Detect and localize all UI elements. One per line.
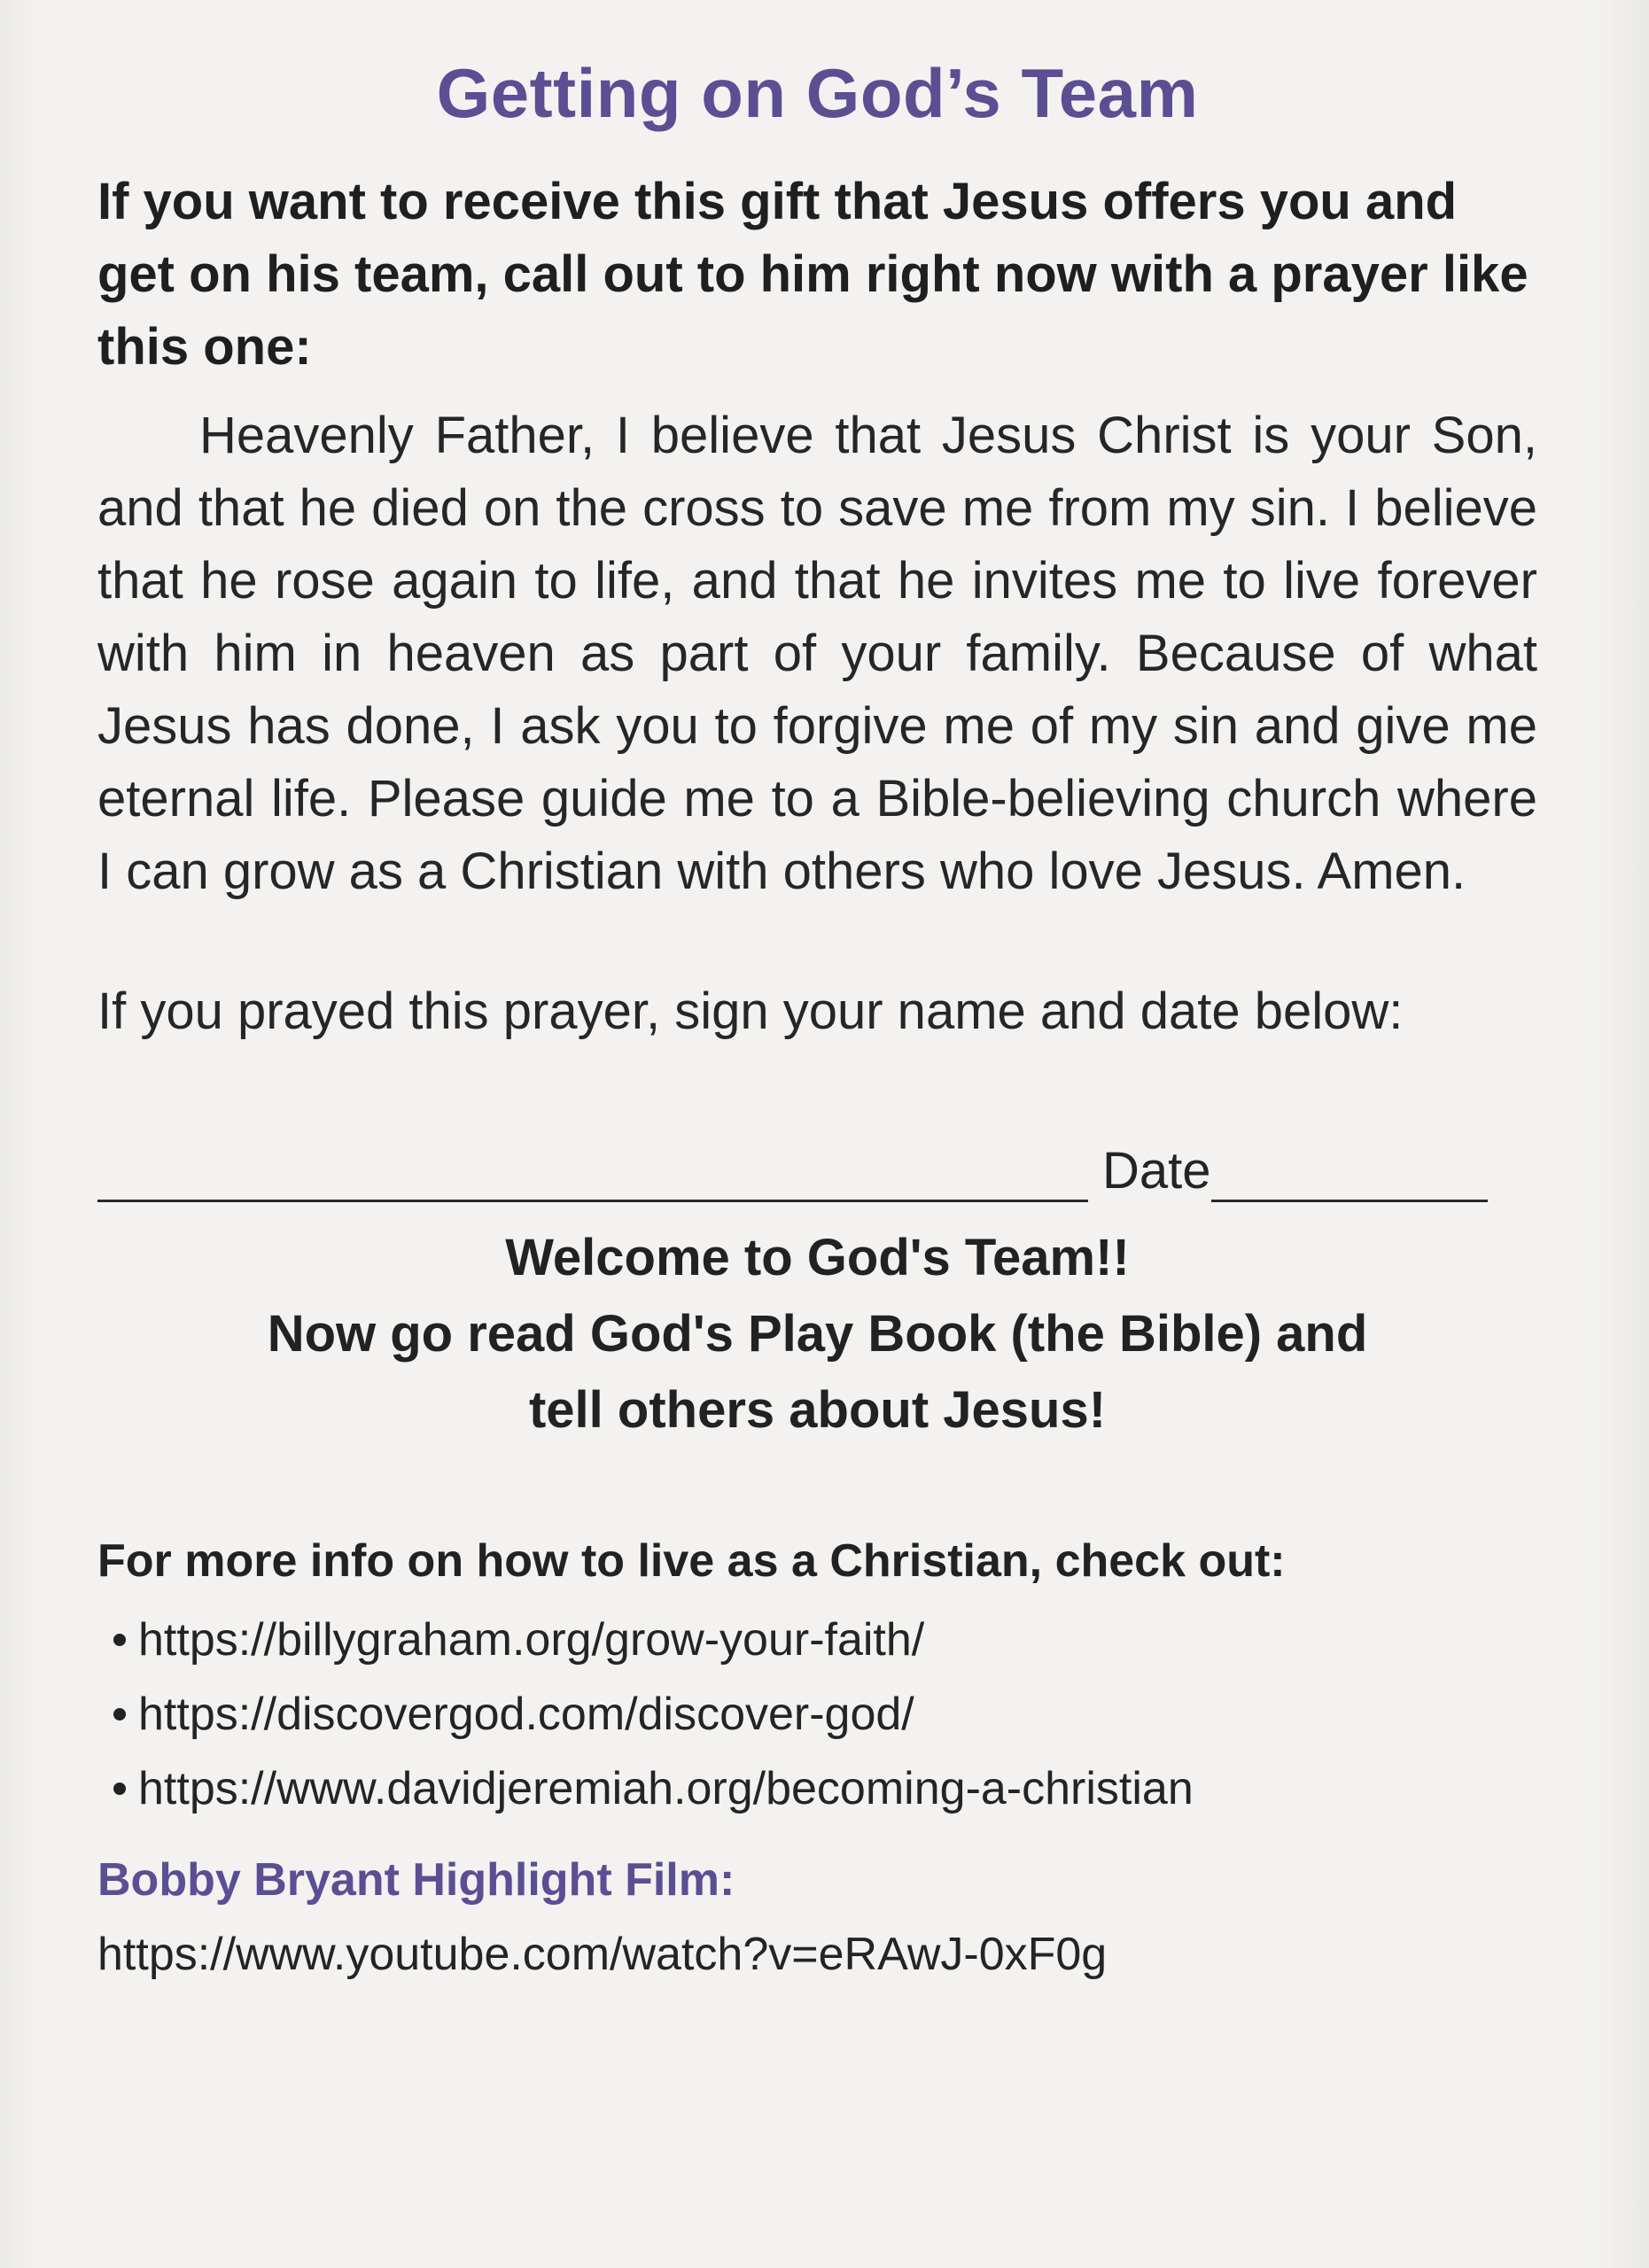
film-label: Bobby Bryant Highlight Film: bbox=[97, 1854, 735, 1906]
welcome-line-3: tell others about Jesus! bbox=[528, 1381, 1107, 1439]
film-url-link[interactable]: https://www.youtube.com/watch?v=eRAwJ-0xF0g bbox=[97, 1929, 1108, 1980]
prayer-text: Heavenly Father, I believe that Jesus Christ is your Son, and that he died on the cross to save me from my sin. I believe that he rose again to life, and that he invites me to live forever with him in heaven as part of your family. Because of what Jesus has done, I ask you to forgive me of my sin and give me eternal life. Please guide me to a Bible-believing church where I can grow as a Christian with others who love Jesus. Amen. bbox=[97, 407, 1537, 900]
sign-instruction: If you prayed this prayer, sign your name and date below: bbox=[97, 983, 1404, 1040]
date-line bbox=[1211, 1138, 1488, 1202]
bullet-icon bbox=[113, 1634, 126, 1646]
more-info-heading: For more info on how to live as a Christian, check out: bbox=[97, 1535, 1286, 1587]
welcome-line-1: Welcome to God's Team!! bbox=[505, 1229, 1130, 1286]
signature-line bbox=[97, 1138, 1088, 1202]
page-title: Getting on God’s Team bbox=[436, 54, 1199, 132]
link-item[interactable] bbox=[113, 1751, 1537, 1826]
welcome-line-2: Now go read God's Play Book (the Bible) and bbox=[267, 1305, 1368, 1363]
link-discovergod[interactable]: https://discovergod.com/discover-god/ bbox=[138, 1689, 914, 1740]
link-billygraham[interactable]: https://billygraham.org/grow-your-faith/ bbox=[138, 1614, 925, 1666]
date-label: Date bbox=[1102, 1142, 1211, 1200]
resource-links bbox=[113, 1603, 1537, 1826]
link-davidjeremiah[interactable]: https://www.davidjeremiah.org/becoming-a-christian bbox=[138, 1763, 1194, 1814]
intro-text: If you want to receive this gift that Jesus offers you and get on his team, call out to him right now with a prayer like this one: bbox=[97, 173, 1528, 376]
content bbox=[97, 35, 1537, 1985]
link-item[interactable] bbox=[113, 1677, 1537, 1751]
welcome-message bbox=[97, 1220, 1537, 1449]
bullet-icon bbox=[113, 1708, 126, 1720]
signature-row bbox=[97, 1126, 1537, 1202]
link-item[interactable] bbox=[113, 1603, 1537, 1677]
bullet-icon bbox=[113, 1783, 126, 1795]
